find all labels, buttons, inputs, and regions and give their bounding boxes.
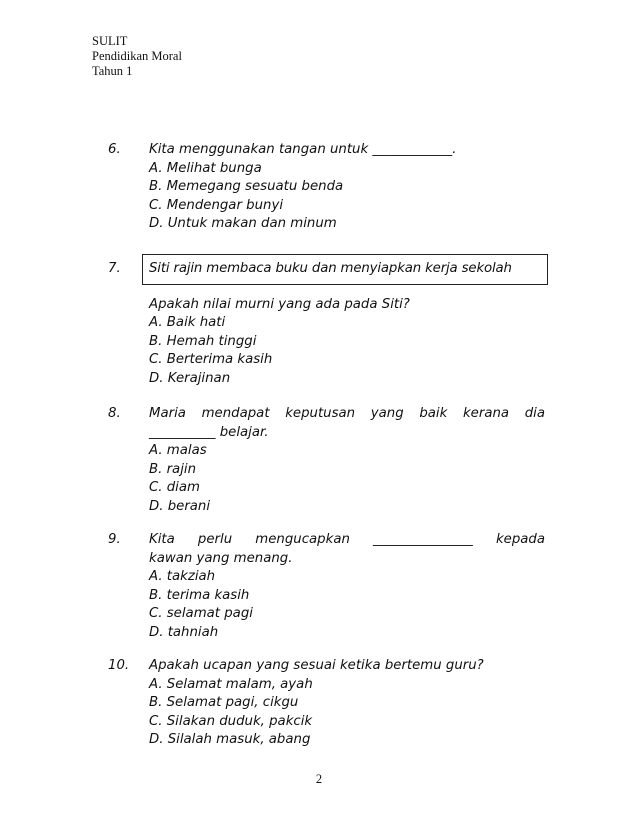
option-a: A. Selamat malam, ayah xyxy=(149,676,313,692)
header-classification: SULIT xyxy=(92,34,128,48)
question-stem-line2: __________ belajar. xyxy=(149,424,269,440)
question-body xyxy=(149,405,545,517)
question-body xyxy=(149,531,545,643)
document-header xyxy=(92,34,182,79)
option-b: B. Memegang sesuatu benda xyxy=(149,179,344,195)
option-d: D. Kerajinan xyxy=(149,370,231,386)
option-c: C. selamat pagi xyxy=(149,606,253,622)
question-stem-line1: Kita perlu mengucapkan _______________ kepada xyxy=(149,532,545,547)
option-b: B. Hemah tinggi xyxy=(149,333,257,349)
question-body xyxy=(149,254,545,389)
option-d: D. Untuk makan dan minum xyxy=(149,216,337,232)
question-body xyxy=(149,141,545,234)
header-grade: Tahun 1 xyxy=(92,64,133,78)
page-number: 2 xyxy=(315,772,323,786)
scenario-box: Siti rajin membaca buku dan menyiapkan kerja sekolah xyxy=(142,254,548,285)
option-c: C. diam xyxy=(149,480,200,496)
question-number: 7. xyxy=(108,261,121,276)
option-d: D. tahniah xyxy=(149,624,219,640)
question-number: 6. xyxy=(108,142,121,157)
option-c: C. Silakan duduk, pakcik xyxy=(149,713,313,729)
option-b: B. Selamat pagi, cikgu xyxy=(149,695,299,711)
question-number: 10. xyxy=(108,658,130,673)
question-stem-line1: Maria mendapat keputusan yang baik kerana dia xyxy=(149,406,545,421)
option-a: A. takziah xyxy=(149,569,216,585)
question-body xyxy=(149,657,545,750)
question-stem: Kita menggunakan tangan untuk ____________. xyxy=(149,142,457,157)
question-stem: Apakah nilai murni yang ada pada Siti? xyxy=(149,296,410,312)
option-b: B. rajin xyxy=(149,461,197,477)
question-stem-line2: kawan yang menang. xyxy=(149,550,293,566)
header-subject: Pendidikan Moral xyxy=(92,49,182,63)
option-a: A. Melihat bunga xyxy=(149,160,262,176)
option-a: A. malas xyxy=(149,443,207,459)
option-c: C. Berterima kasih xyxy=(149,352,273,368)
option-d: D. Silalah masuk, abang xyxy=(149,732,311,748)
question-stem: Apakah ucapan yang sesuai ketika bertemu guru? xyxy=(149,658,484,673)
question-number: 8. xyxy=(108,406,121,421)
option-b: B. terima kasih xyxy=(149,587,250,603)
option-d: D. berani xyxy=(149,498,211,514)
question-number: 9. xyxy=(108,532,121,547)
option-a: A. Baik hati xyxy=(149,315,226,331)
option-c: C. Mendengar bunyi xyxy=(149,197,284,213)
